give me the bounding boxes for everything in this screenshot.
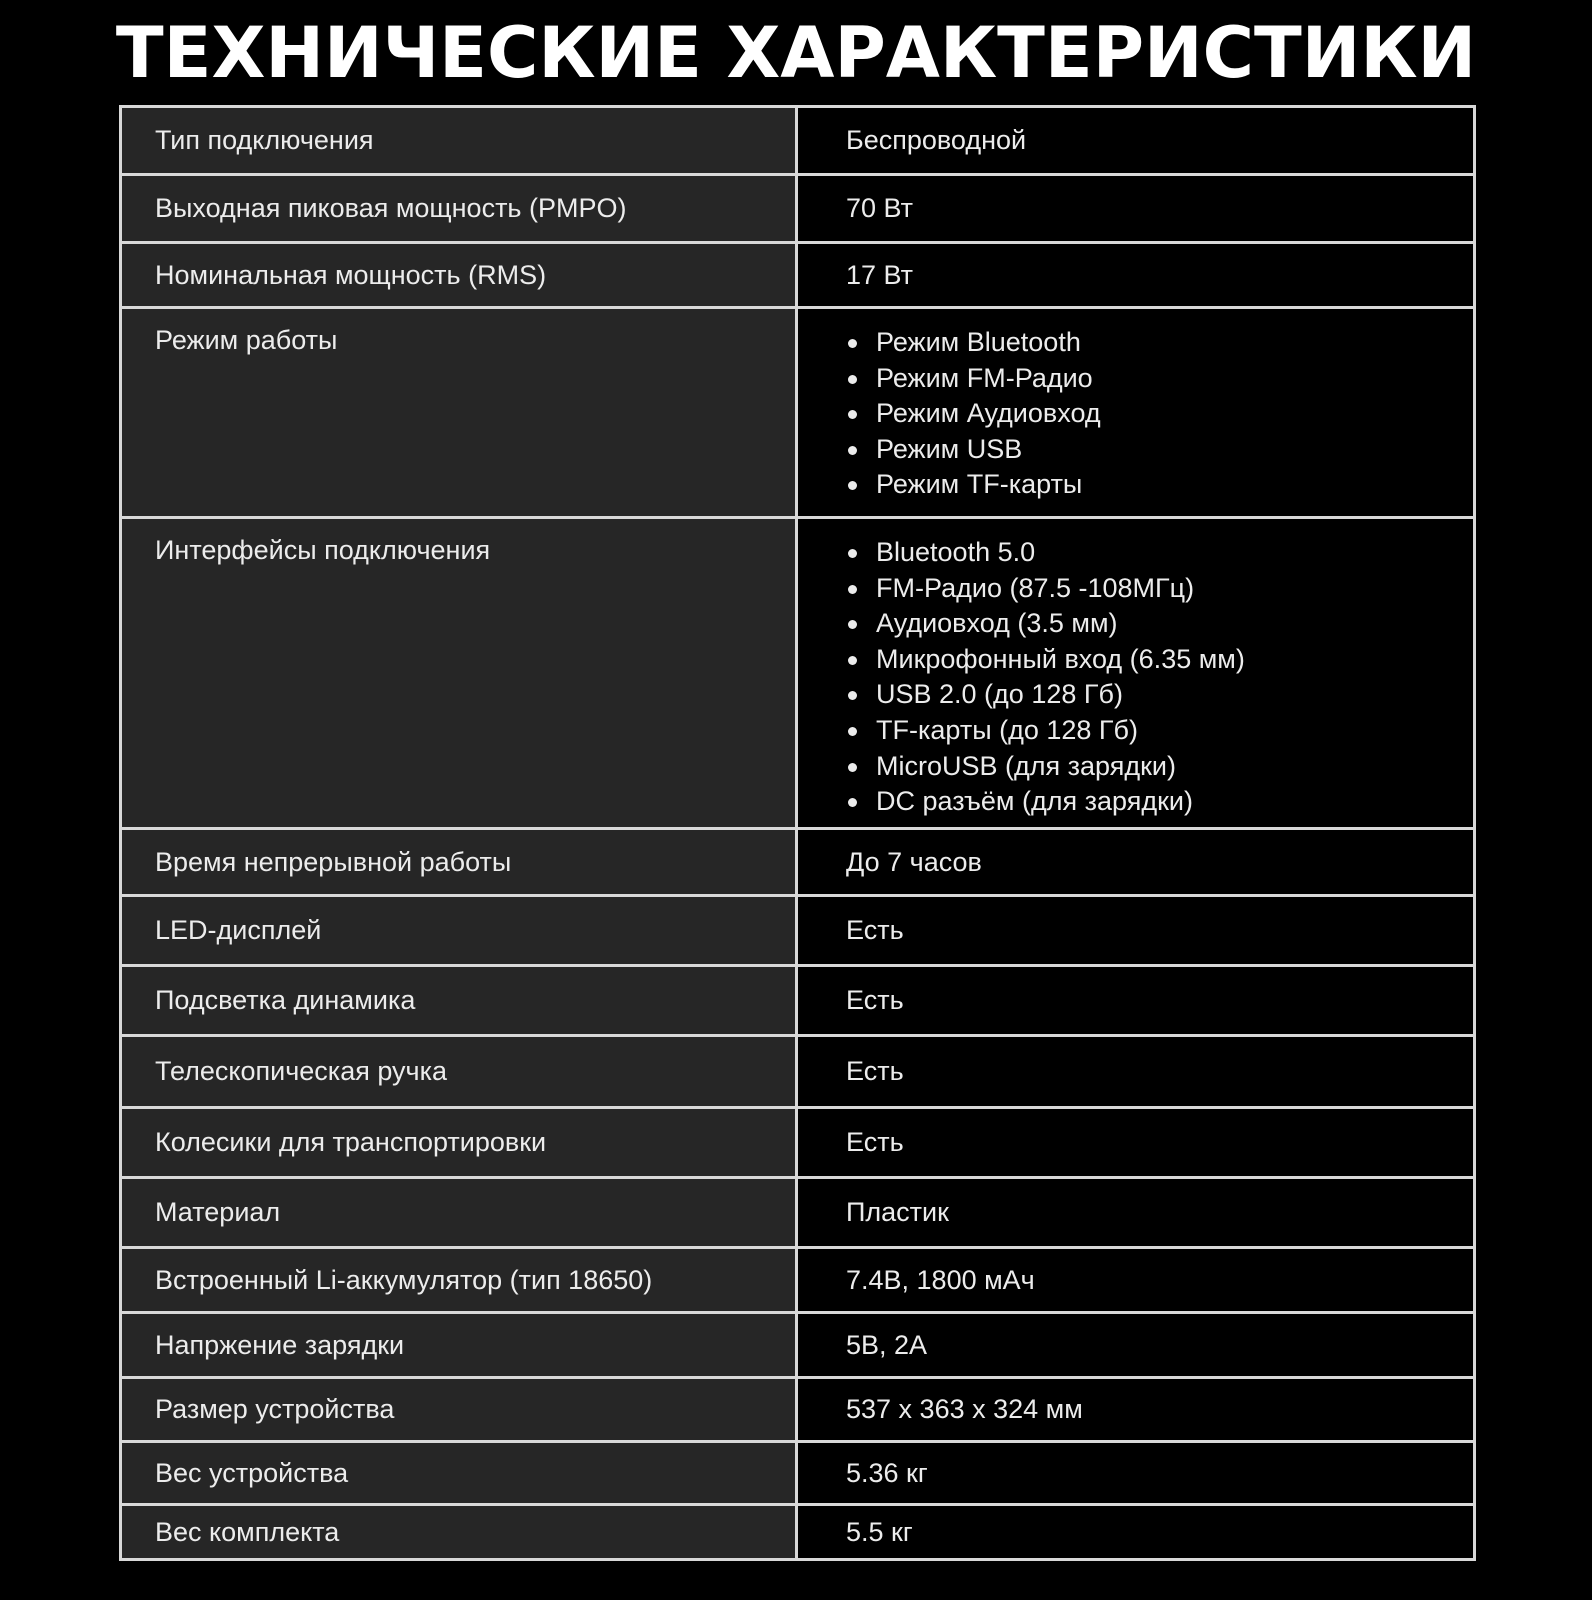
spec-name: Телескопическая ручка xyxy=(121,1036,797,1108)
spec-name: Режим работы xyxy=(121,308,797,518)
spec-value: Есть xyxy=(797,1108,1475,1178)
table-row xyxy=(121,308,1475,518)
spec-value: 7.4В, 1800 мАч xyxy=(797,1248,1475,1313)
spec-value-list xyxy=(797,308,1475,518)
table-row xyxy=(121,1313,1475,1378)
bullet-list xyxy=(846,325,1473,503)
spec-value: Есть xyxy=(797,966,1475,1036)
spec-name: Напржение зарядки xyxy=(121,1313,797,1378)
spec-name: Время непрерывной работы xyxy=(121,829,797,896)
spec-name: Колесики для транспортировки xyxy=(121,1108,797,1178)
spec-name: Номинальная мощность (RMS) xyxy=(121,243,797,308)
table-row xyxy=(121,966,1475,1036)
list-item: Режим USB xyxy=(846,432,1473,468)
list-item: FM-Радио (87.5 -108МГц) xyxy=(846,571,1473,607)
table-row xyxy=(121,1248,1475,1313)
spec-name: Материал xyxy=(121,1178,797,1248)
spec-value: Есть xyxy=(797,1036,1475,1108)
table-row xyxy=(121,1442,1475,1505)
list-item: TF-карты (до 128 Гб) xyxy=(846,713,1473,749)
spec-name: Размер устройства xyxy=(121,1378,797,1442)
spec-name: Вес устройства xyxy=(121,1442,797,1505)
spec-value: Пластик xyxy=(797,1178,1475,1248)
list-item: Bluetooth 5.0 xyxy=(846,535,1473,571)
spec-name: Вес комплекта xyxy=(121,1505,797,1560)
spec-value: 5.5 кг xyxy=(797,1505,1475,1560)
list-item: USB 2.0 (до 128 Гб) xyxy=(846,677,1473,713)
table-row xyxy=(121,1108,1475,1178)
spec-value: 5.36 кг xyxy=(797,1442,1475,1505)
table-row xyxy=(121,896,1475,966)
spec-name: Встроенный Li-аккумулятор (тип 18650) xyxy=(121,1248,797,1313)
specs-table xyxy=(119,105,1476,1561)
spec-name: Подсветка динамика xyxy=(121,966,797,1036)
page-title: ТЕХНИЧЕСКИЕ ХАРАКТЕРИСТИКИ xyxy=(115,12,1477,94)
table-row xyxy=(121,107,1475,175)
table-row xyxy=(121,243,1475,308)
list-item: Режим Bluetooth xyxy=(846,325,1473,361)
table-row xyxy=(121,518,1475,829)
table-row xyxy=(121,175,1475,243)
spec-value-list xyxy=(797,518,1475,829)
list-item: MicroUSB (для зарядки) xyxy=(846,749,1473,785)
table-row xyxy=(121,1505,1475,1560)
list-item: Режим Аудиовход xyxy=(846,396,1473,432)
list-item: Режим FM-Радио xyxy=(846,361,1473,397)
spec-name: Интерфейсы подключения xyxy=(121,518,797,829)
list-item: Аудиовход (3.5 мм) xyxy=(846,606,1473,642)
spec-name: LED-дисплей xyxy=(121,896,797,966)
spec-value: 5В, 2А xyxy=(797,1313,1475,1378)
spec-value: Есть xyxy=(797,896,1475,966)
list-item: Режим TF-карты xyxy=(846,467,1473,503)
spec-name: Тип подключения xyxy=(121,107,797,175)
spec-name: Выходная пиковая мощность (PMPO) xyxy=(121,175,797,243)
spec-value: Беспроводной xyxy=(797,107,1475,175)
spec-value: 537 x 363 x 324 мм xyxy=(797,1378,1475,1442)
spec-value: 70 Вт xyxy=(797,175,1475,243)
table-row xyxy=(121,1178,1475,1248)
list-item: DC разъём (для зарядки) xyxy=(846,784,1473,820)
bullet-list xyxy=(846,535,1473,820)
table-row xyxy=(121,829,1475,896)
list-item: Микрофонный вход (6.35 мм) xyxy=(846,642,1473,678)
spec-value: До 7 часов xyxy=(797,829,1475,896)
spec-value: 17 Вт xyxy=(797,243,1475,308)
table-row xyxy=(121,1378,1475,1442)
table-row xyxy=(121,1036,1475,1108)
